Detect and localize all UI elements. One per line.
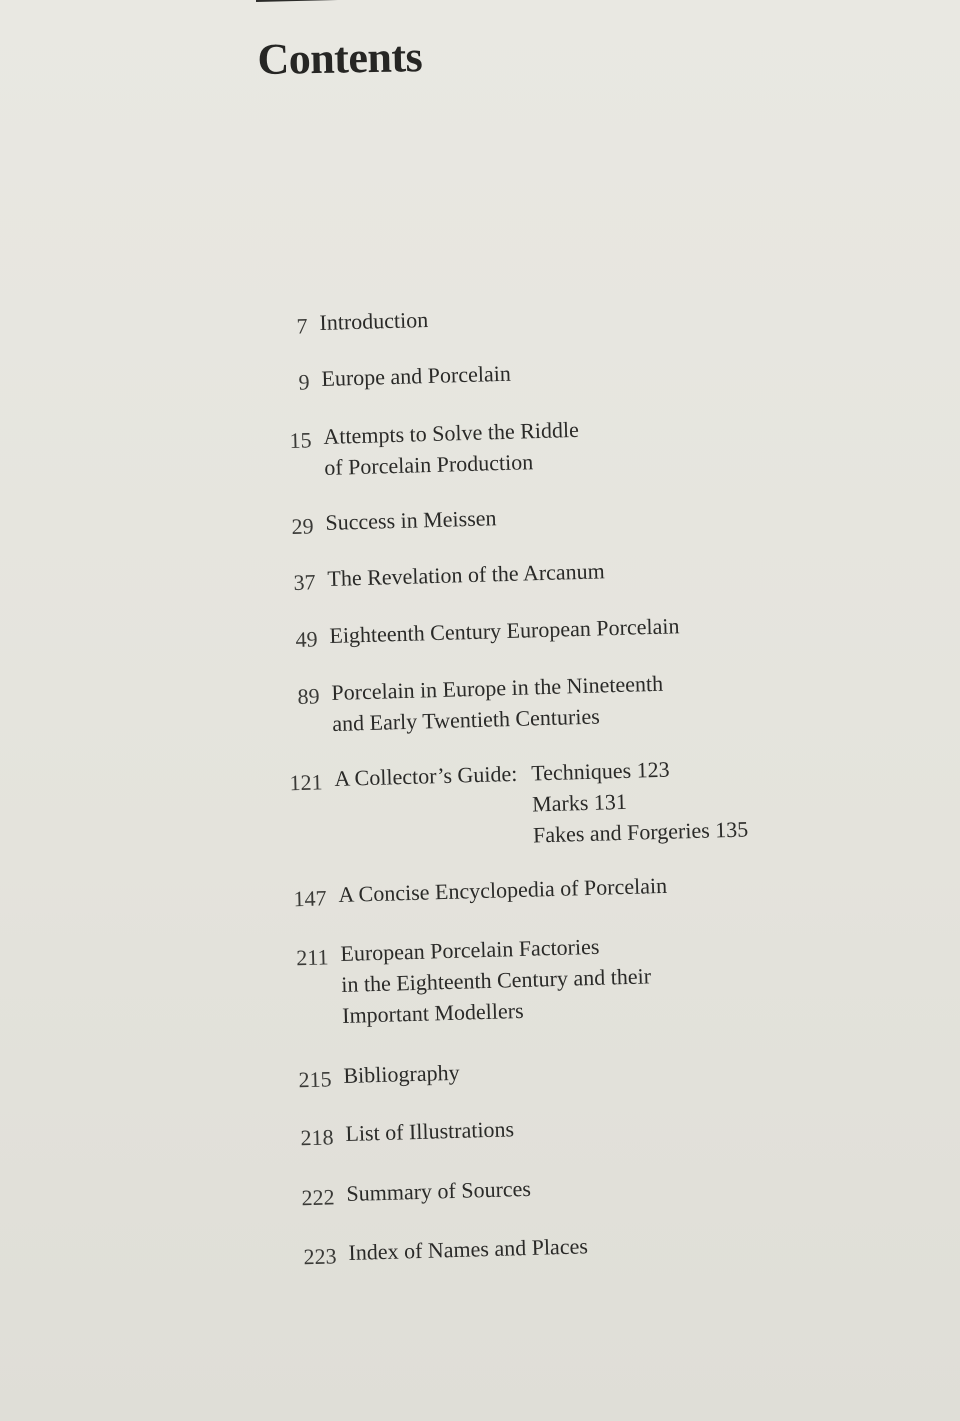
toc-entry	[298, 1057, 460, 1093]
toc-title: Success in Meissen	[325, 505, 497, 535]
toc-title: The Revelation of the Arcanum	[327, 558, 606, 591]
toc-title-continued: of Porcelain Production	[323, 449, 534, 480]
toc-subentry: Fakes and Forgeries 135	[532, 816, 749, 848]
toc-entry	[293, 555, 606, 595]
toc-page-number: 211	[295, 944, 329, 971]
toc-page-number: 7	[296, 313, 308, 339]
toc-entry	[293, 870, 668, 912]
toc-title: A Concise Encyclopedia of Porcelain	[338, 872, 668, 907]
toc-title: Bibliography	[343, 1059, 460, 1088]
toc-page-number: 121	[289, 769, 323, 796]
toc-title: Europe and Porcelain	[321, 360, 512, 391]
toc-subentry: Techniques 123	[530, 756, 670, 786]
toc-page-number: 29	[291, 513, 314, 539]
toc-entry	[296, 304, 429, 339]
toc-title: Porcelain in Europe in the Nineteenth	[331, 670, 664, 705]
toc-title: A Collector’s Guide:	[334, 760, 518, 791]
page-title: Contents	[257, 32, 423, 84]
toc-title: Eighteenth Century European Porcelain	[329, 613, 680, 648]
toc-title: Introduction	[319, 306, 429, 335]
toc-title-continued: and Early Twentieth Centuries	[331, 703, 601, 736]
toc-entry	[289, 414, 580, 483]
toc-page-number: 37	[293, 569, 316, 595]
toc-page-number: 223	[303, 1243, 337, 1270]
toc-entry	[295, 610, 680, 652]
toc-entry	[297, 668, 664, 739]
toc-page-number: 49	[295, 626, 318, 652]
toc-entry	[300, 1113, 515, 1151]
toc-page-number: 222	[301, 1184, 335, 1211]
toc-title: Index of Names and Places	[348, 1233, 589, 1265]
toc-entry	[295, 929, 652, 1031]
toc-page-number: 218	[300, 1124, 334, 1151]
toc-page-number: 215	[298, 1066, 332, 1093]
toc-entry	[291, 502, 497, 539]
toc-title: Attempts to Solve the Riddle	[323, 416, 580, 449]
toc-page-number: 147	[293, 885, 327, 912]
toc-title-continued: in the Eighteenth Century and their	[340, 963, 652, 997]
toc-page-number: 15	[289, 427, 312, 453]
toc-title: List of Illustrations	[345, 1116, 515, 1146]
toc-subentry: Marks 131	[531, 788, 628, 817]
toc-entry	[303, 1230, 589, 1270]
toc-entry	[298, 358, 512, 395]
toc-entry	[301, 1173, 532, 1211]
toc-entry-collectors-guide	[289, 751, 749, 855]
toc-page-number: 89	[297, 683, 320, 709]
toc-page-number: 9	[298, 369, 310, 395]
toc-title: European Porcelain Factories	[340, 933, 600, 966]
toc-title-continued: Important Modellers	[341, 997, 524, 1028]
toc-title: Summary of Sources	[346, 1175, 532, 1206]
